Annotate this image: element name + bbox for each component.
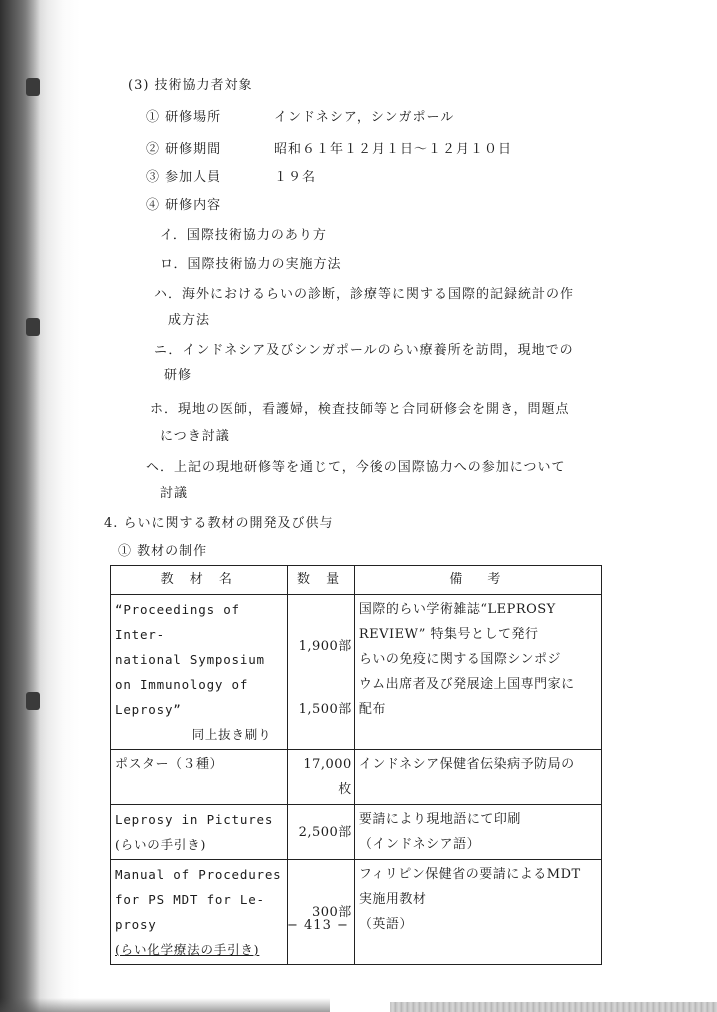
cell-line: （インドネシア語） xyxy=(358,837,481,852)
item-value: 昭和６１年１２月１日〜１２月１０日 xyxy=(274,142,513,157)
table-row xyxy=(111,595,602,750)
material-notes xyxy=(354,805,601,860)
cell-line: 1,500部 xyxy=(298,702,352,717)
header-quantity: 数 量 xyxy=(288,566,354,595)
material-notes xyxy=(354,860,601,965)
header-name: 教 材 名 xyxy=(111,566,288,595)
section-heading: 4. らいに関する教材の開発及び供与 xyxy=(104,516,334,531)
material-name xyxy=(111,750,288,805)
material-quantity xyxy=(288,860,354,965)
item-label: ③ 参加人員 xyxy=(146,170,222,185)
cell-line: フィリピン保健省の要請によるMDT xyxy=(358,867,581,882)
binder-ring xyxy=(26,78,40,96)
cell-line: on Immunology of xyxy=(115,677,249,692)
page-number: − 413 − xyxy=(287,918,349,933)
content-line: ロ．国際技術協力の実施方法 xyxy=(160,257,342,272)
cell-line: 国際的らい学術雑誌“LEPROSY xyxy=(358,602,556,617)
binder-ring xyxy=(26,692,40,710)
cell-line: Leprosy” xyxy=(115,702,182,717)
material-notes xyxy=(354,595,601,750)
cell-line: インドネシア保健省伝染病予防局の xyxy=(358,757,575,772)
content-line: ヘ．上記の現地研修等を通じて，今後の国際協力への参加について xyxy=(146,460,566,475)
item-value: １９名 xyxy=(274,170,317,185)
material-quantity xyxy=(288,805,354,860)
material-notes xyxy=(354,750,601,805)
cell-line: 1,900部 xyxy=(298,639,352,654)
section-heading: (3) 技術協力者対象 xyxy=(128,78,253,93)
cell-line: national Symposium xyxy=(115,652,265,667)
cell-line: (らいの手引き) xyxy=(115,837,207,852)
material-quantity xyxy=(288,750,354,805)
cell-line: ポスター（３種） xyxy=(115,757,224,772)
header-notes: 備 考 xyxy=(354,566,601,595)
cell-line: for PS MDT for Le- xyxy=(115,892,265,907)
cell-line: prosy xyxy=(115,917,157,932)
content-line: ニ．インドネシア及びシンガポールのらい療養所を訪問，現地での xyxy=(154,343,574,358)
table-header-row xyxy=(111,566,602,595)
binder-edge xyxy=(0,0,40,1012)
cell-line: 300部 xyxy=(311,904,352,920)
subsection-heading: ① 教材の制作 xyxy=(118,544,208,559)
cell-line: Manual of Procedures xyxy=(115,867,282,882)
content-line: 研修 xyxy=(164,368,193,383)
cell-line: 要請により現地語にて印刷 xyxy=(358,812,521,827)
item-label: ④ 研修内容 xyxy=(146,198,222,213)
item-label: ② 研修期間 xyxy=(146,142,222,157)
cell-line: （英語） xyxy=(358,917,413,932)
material-name xyxy=(111,595,288,750)
table-row xyxy=(111,860,602,965)
page-shadow xyxy=(390,1002,717,1012)
page-shadow xyxy=(0,998,330,1012)
cell-line: “Proceedings of Inter- xyxy=(115,602,240,642)
content-line: イ．国際技術協力のあり方 xyxy=(160,228,327,243)
cell-line: REVIEW” 特集号として発行 xyxy=(358,627,539,642)
binder-ring xyxy=(26,318,40,336)
content-line: 成方法 xyxy=(168,313,211,328)
content-line: ホ．現地の医師，看護婦，検査技師等と合同研修会を開き，問題点 xyxy=(150,402,570,417)
materials-table xyxy=(110,565,602,965)
table-row xyxy=(111,750,602,805)
content-line: 討議 xyxy=(160,486,189,501)
cell-line: 17,000枚 xyxy=(303,757,352,797)
cell-line: 実施用教材 xyxy=(358,892,427,907)
content-line: ハ．海外におけるらいの診断，診療等に関する国際的記録統計の作 xyxy=(154,287,575,302)
cell-line: ウム出席者及び発展途上国専門家に xyxy=(358,677,575,692)
cell-line: 2,500部 xyxy=(298,824,352,840)
cell-line: 同上抜き刷り xyxy=(191,727,272,742)
table-row xyxy=(111,805,602,860)
material-quantity xyxy=(288,595,354,750)
cell-line: Leprosy in Pictures xyxy=(115,812,274,827)
material-name xyxy=(111,860,288,965)
content-line: につき討議 xyxy=(160,429,230,444)
cell-line: 配布 xyxy=(358,702,386,717)
cell-line: らいの免疫に関する国際シンポジ xyxy=(358,652,561,667)
cell-line: (らい化学療法の手引き) xyxy=(115,942,260,957)
item-label: ① 研修場所 xyxy=(146,110,222,125)
material-name xyxy=(111,805,288,860)
item-value: インドネシア，シンガポール xyxy=(274,110,455,125)
